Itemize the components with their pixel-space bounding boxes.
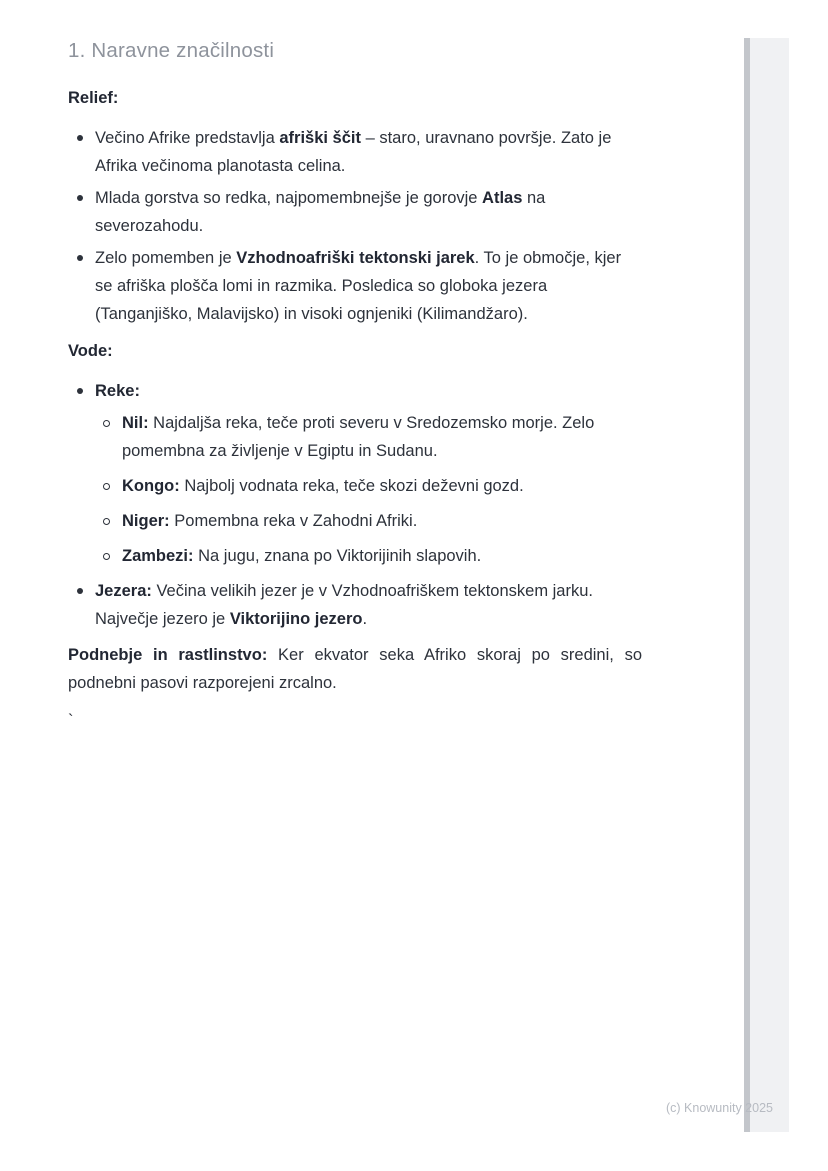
bullet-dot-icon (77, 135, 83, 141)
bullet-dot-icon (77, 388, 83, 394)
text: Mlada gorstva so redka, najpomembnejše je gorovje (95, 189, 483, 207)
text: na severozahodu. (95, 189, 546, 235)
list-item-text (122, 414, 594, 460)
bold-text: Zambezi: (122, 547, 194, 565)
list-item (68, 377, 642, 570)
sub-list-item (95, 542, 642, 570)
paragraph (68, 641, 642, 697)
list-item (68, 184, 642, 240)
bold-text: Reke: (95, 382, 140, 400)
bold-text: Niger: (122, 512, 170, 530)
bullet-list-level-2 (95, 409, 642, 570)
copyright-footer: (c) Knowunity 2025 (665, 1101, 773, 1115)
text: Pomembna reka v Zahodni Afriki. (169, 512, 418, 530)
scrollbar-track[interactable] (750, 38, 789, 1132)
list-item-text (122, 512, 417, 530)
sub-list-item (95, 472, 642, 500)
bullet-list-level-1 (68, 124, 642, 328)
document-content (68, 84, 642, 735)
document-body (68, 39, 642, 745)
bold-text: Viktorijino jezero (229, 610, 363, 628)
bullet-circle-icon (103, 553, 110, 560)
text: Najdaljša reka, teče proti severu v Sredozemsko morje. Zelo pomembna za življenje v Egiptu in Sudanu. (122, 414, 595, 460)
sub-list-item (95, 409, 642, 465)
text: ` (68, 712, 74, 730)
paragraph (68, 707, 642, 735)
section-heading (68, 337, 642, 365)
bold-text: Kongo: (122, 477, 180, 495)
bullet-list-level-1 (68, 377, 642, 633)
text: Na jugu, znana po Viktorijinih slapovih. (193, 547, 482, 565)
list-item (68, 244, 642, 328)
text: Večina velikih jezer je v Vzhodnoafriškem tektonskem jarku. Največje jezero je (95, 582, 593, 628)
bold-text: Nil: (122, 414, 149, 432)
bullet-circle-icon (103, 483, 110, 490)
list-item (68, 124, 642, 180)
scrollbar (744, 38, 789, 1132)
text: Večino Afrike predstavlja (95, 129, 280, 147)
bold-text: afriški ščit (279, 129, 361, 147)
bold-text: Relief: (68, 89, 119, 107)
list-item-text (122, 477, 524, 495)
bold-text: Vode: (68, 342, 113, 360)
list-item-text (95, 582, 593, 628)
list-item-text (122, 547, 481, 565)
bullet-dot-icon (77, 195, 83, 201)
text: . (362, 610, 368, 628)
bold-text: Atlas (482, 189, 523, 207)
sub-list-item (95, 507, 642, 535)
text: . To je območje, kjer se afriška plošča lomi in razmika. Posledica so globoka jezera (Tanganjiško, Malavijsko) in visoki ognjeniki (Kilimandžaro). (95, 249, 622, 323)
bullet-dot-icon (77, 588, 83, 594)
bullet-circle-icon (103, 420, 110, 427)
list-item-text (95, 189, 545, 235)
bold-text: Jezera: (95, 582, 152, 600)
scrollbar-thumb[interactable] (744, 38, 750, 1132)
list-item-text (95, 129, 611, 175)
section-heading (68, 84, 642, 112)
text: Ker ekvator seka Afriko skoraj po sredini, so podnebni pasovi razporejeni zrcalno. (68, 646, 642, 692)
list-item (68, 577, 642, 633)
bold-text: Podnebje in rastlinstvo: (68, 646, 268, 664)
page-title: 1. Naravne značilnosti (68, 39, 275, 62)
bullet-circle-icon (103, 518, 110, 525)
bullet-dot-icon (77, 255, 83, 261)
text: Najbolj vodnata reka, teče skozi deževni gozd. (179, 477, 524, 495)
text: Zelo pomemben je (95, 249, 237, 267)
text: – staro, uravnano površje. Zato je Afrika večinoma planotasta celina. (95, 129, 612, 175)
list-item-text (95, 249, 621, 323)
bold-text: Vzhodnoafriški tektonski jarek (236, 249, 475, 267)
list-item-text (95, 382, 140, 400)
